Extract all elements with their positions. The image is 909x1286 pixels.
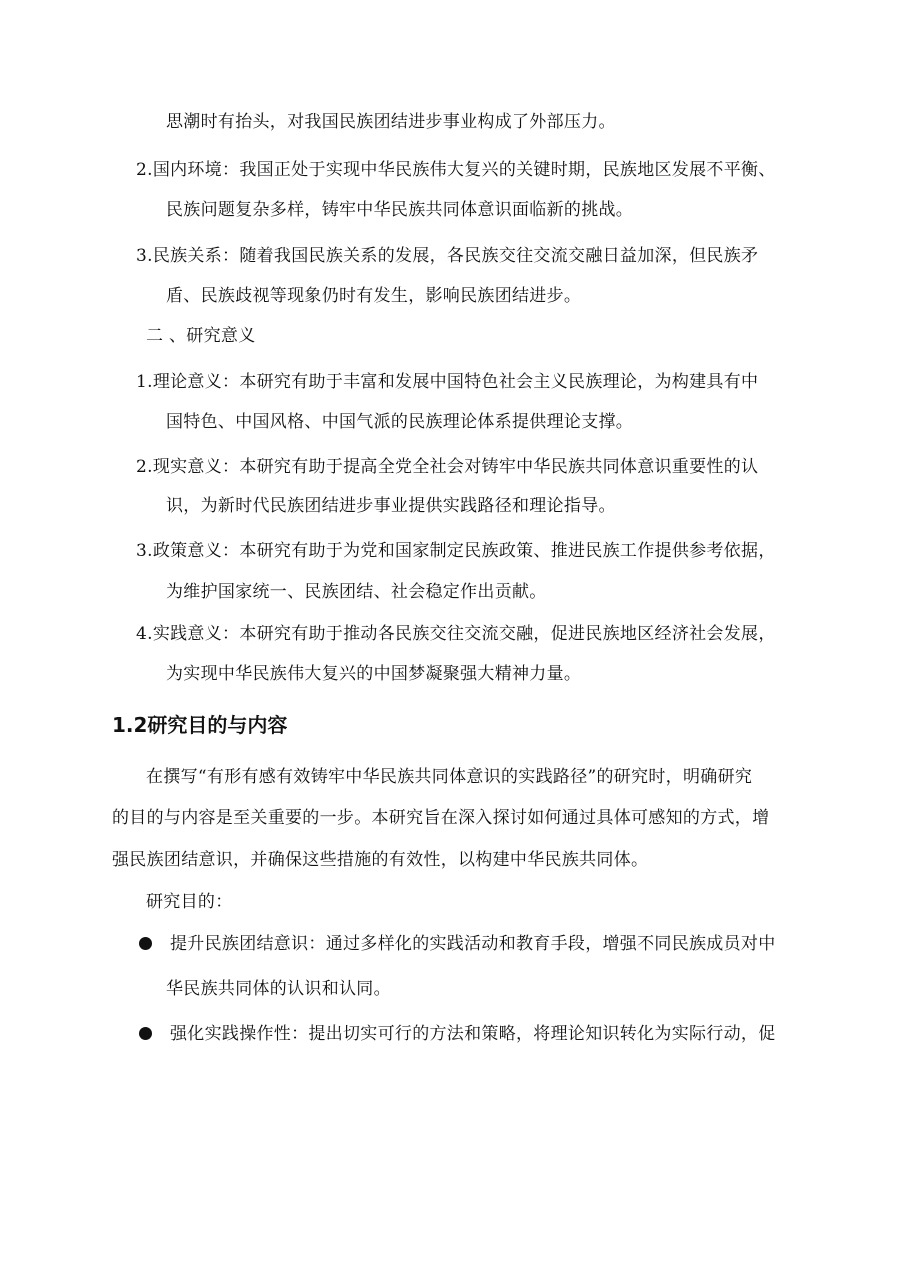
intro-paragraph-line2: 的目的与内容是至关重要的一步。本研究旨在深入探讨如何通过具体可感知的方式，增 [112, 808, 770, 828]
bullet-icon [139, 937, 152, 950]
significance-item-practical-line1: 2.现实意义：本研究有助于提高全党全社会对铸牢中华民族共同体意识重要性的认 [136, 457, 759, 477]
background-item-ethnic-relations-line2: 盾、民族歧视等现象仍时有发生，影响民族团结进步。 [166, 286, 582, 306]
background-item-domestic-line2: 民族问题复杂多样，铸牢中华民族共同体意识面临新的挑战。 [166, 200, 634, 220]
background-item-ethnic-relations-line1: 3.民族关系：随着我国民族关系的发展，各民族交往交流交融日益加深，但民族矛 [136, 246, 759, 266]
significance-item-practice-line2: 为实现中华民族伟大复兴的中国梦凝聚强大精神力量。 [166, 664, 582, 684]
intro-paragraph-line3: 强民族团结意识，并确保这些措施的有效性，以构建中华民族共同体。 [112, 850, 649, 870]
goal-item-awareness-line1: 提升民族团结意识：通过多样化的实践活动和教育手段，增强不同民族成员对中 [170, 934, 776, 954]
bullet-icon [139, 1027, 152, 1040]
significance-item-theory-line1: 1.理论意义：本研究有助于丰富和发展中国特色社会主义民族理论，为构建具有中 [136, 372, 759, 392]
goal-item-awareness-line2: 华民族共同体的认识和认同。 [166, 979, 391, 999]
background-item-domestic-line1: 2.国内环境：我国正处于实现中华民族伟大复兴的关键时期，民族地区发展不平衡、 [136, 160, 776, 180]
significance-item-policy-line1: 3.政策意义：本研究有助于为党和国家制定民族政策、推进民族工作提供参考依据， [136, 541, 776, 561]
section-heading: 1.2研究目的与内容 [112, 713, 288, 737]
significance-item-theory-line2: 国特色、中国风格、中国气派的民族理论体系提供理论支撑。 [166, 412, 634, 432]
significance-item-practice-line1: 4.实践意义：本研究有助于推动各民族交往交流交融，促进民族地区经济社会发展， [136, 624, 776, 644]
significance-item-policy-line2: 为维护国家统一、民族团结、社会稳定作出贡献。 [166, 582, 547, 602]
significance-item-practical-line2: 识，为新时代民族团结进步事业提供实践路径和理论指导。 [166, 496, 616, 516]
significance-section-title: 二 、研究意义 [146, 326, 256, 346]
research-goals-label: 研究目的： [146, 892, 233, 912]
goal-item-practice-line1: 强化实践操作性：提出切实可行的方法和策略，将理论知识转化为实际行动，促 [170, 1024, 776, 1044]
background-continuation-line: 思潮时有抬头，对我国民族团结进步事业构成了外部压力。 [166, 112, 616, 132]
intro-paragraph-line1: 在撰写“有形有感有效铸牢中华民族共同体意识的实践路径”的研究时，明确研究 [146, 767, 753, 787]
